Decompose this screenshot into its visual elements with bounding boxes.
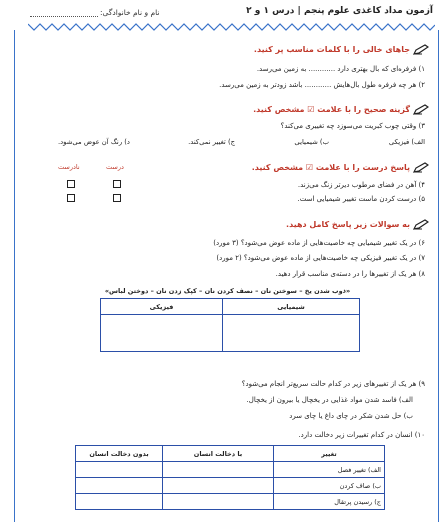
question-4: ۴) آهن در فضای مرطوب دیرتر زنگ می‌زند. [297,181,425,189]
true-column-label: درست [106,163,124,171]
q4-true-checkbox[interactable] [113,180,121,188]
row-label: ب) صاف کردن [274,478,385,494]
option-b[interactable]: ب) شیمیایی [294,138,329,146]
column-header-physical: فیزیکی [101,299,223,315]
left-border-line [14,30,15,522]
answer-cell[interactable] [163,478,274,494]
pen-icon [413,104,429,115]
human-intervention-table [75,445,385,510]
answer-cell[interactable] [76,478,163,494]
classification-table [100,298,360,352]
column-header-without-human: بدون دخالت انسان [76,446,163,462]
pen-icon [413,44,429,55]
section-true-false-heading [252,162,429,173]
section-multiple-choice-heading [253,104,429,115]
column-header-change: تغییر [274,446,385,462]
chemical-answer-cell[interactable] [223,315,360,352]
question-3: ۳) وقتی چوب کبریت می‌سوزد چه تغییری می‌کند؟ [280,122,425,130]
right-border-line [438,30,439,522]
question-7: ۷) در یک تغییر فیزیکی چه خاصیت‌هایی از ماده عوض می‌شود؟ (۲ مورد) [216,254,425,262]
question-1: ۱) فرفره‌ای که بال بهتری دارد ............ به زمین می‌رسد. [256,65,425,73]
question-10: ۱۰) انسان در کدام تغییرات زیر دخالت دارد. [298,431,425,439]
column-header-with-human: با دخالت انسان [163,446,274,462]
question-9: ۹) هر یک از تغییرهای زیر در کدام حالت سریع‌تر انجام می‌شود؟ [241,380,425,388]
pen-icon [413,219,429,230]
section-fill-blanks-heading [254,44,429,55]
word-bank: «ذوب شدن یخ – سوختن نان – نصف کردن نان – کپک زدن نان – دوختن لباس» [104,287,351,295]
question-8: ۸) هر یک از تغییرها را در دسته‌ی مناسب قرار دهید. [275,270,425,278]
question-9a: الف) فاسد شدن مواد غذایی در یخچال یا بیرون از یخچال. [246,396,413,404]
header [30,6,433,22]
table-row [76,478,385,494]
section-heading-text: به سوالات زیر پاسخ کامل دهید. [286,220,410,229]
section-full-answer-heading [286,219,429,230]
answer-cell[interactable] [163,462,274,478]
question-9b: ب) حل شدن شکر در چای داغ یا چای سرد [289,412,413,420]
q5-false-checkbox[interactable] [67,194,75,202]
question-6: ۶) در یک تغییر شیمیایی چه خاصیت‌هایی از ماده عوض می‌شود؟ (۳ مورد) [213,239,425,247]
answer-cell[interactable] [76,462,163,478]
physical-answer-cell[interactable] [101,315,223,352]
answer-cell[interactable] [163,494,274,510]
question-5: ۵) درست کردن ماست تغییر شیمیایی است. [297,195,425,203]
table-row [76,494,385,510]
student-name-field[interactable] [30,10,98,17]
page-title: آزمون مداد کاغذی علوم پنجم | درس ۱ و ۲ [246,6,433,16]
table-row [76,462,385,478]
section-heading-text: گزینه صحیح را با علامت ☑ مشخص کنید. [253,105,410,114]
row-label: الف) تغییر فصل [274,462,385,478]
option-a[interactable]: الف) فیزیکی [388,138,425,146]
column-header-chemical: شیمیایی [223,299,360,315]
question-2: ۲) هر چه فرفره طول بال‌هایش ............ باشد زودتر به زمین می‌رسد. [219,81,425,89]
option-d[interactable]: د) رنگ آن عوض می‌شود. [58,138,130,146]
section-heading-text: پاسخ درست را با علامت ☑ مشخص کنید. [251,163,410,172]
pen-icon [413,162,429,173]
q5-true-checkbox[interactable] [113,194,121,202]
student-name-label: نام و نام خانوادگی: [100,8,160,17]
q4-false-checkbox[interactable] [67,180,75,188]
decorative-zigzag-border [28,22,435,34]
answer-cell[interactable] [76,494,163,510]
option-c[interactable]: ج) تغییر نمی‌کند. [188,138,235,146]
false-column-label: نادرست [58,163,80,171]
section-heading-text: جاهای خالی را با کلمات مناسب پر کنید. [253,45,410,54]
row-label: ج) رسیدن پرتقال [274,494,385,510]
